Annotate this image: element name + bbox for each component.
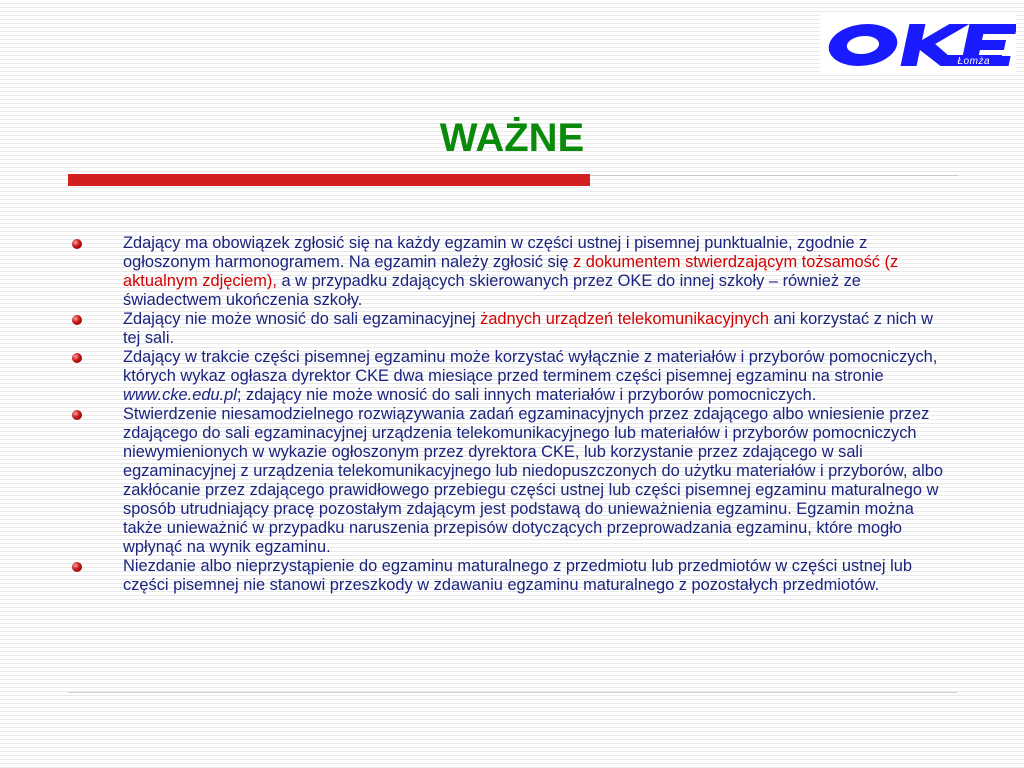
bullet-list: [68, 234, 948, 595]
bullet-dot-icon: [72, 315, 82, 325]
list-item: [68, 234, 948, 310]
list-item-text: Niezdanie albo nieprzystąpienie do egzaminu maturalnego z przedmiotu lub przedmiotów w części ustnej lub części pisemnej nie stanowi przeszkody w zdawaniu egzaminu maturalnego z pozostałych przedmiotów.: [123, 557, 912, 594]
list-item-text: Zdający w trakcie części pisemnej egzaminu może korzystać wyłącznie z materiałów i przyborów pomocniczych, których wykaz ogłasza dyrektor CKE dwa miesiące przed terminem części pisemnej egzaminu na stronie www.cke.edu.pl; zdający nie może wnosić do sali innych materiałów i przyborów pomocniczych.: [123, 348, 938, 404]
bullet-dot-icon: [72, 239, 82, 249]
title-underline-bar: [68, 174, 590, 186]
page-title: WAŻNE: [439, 116, 585, 160]
bullet-dot-icon: [72, 562, 82, 572]
website-link[interactable]: www.cke.edu.pl: [123, 386, 237, 404]
bullet-dot-icon: [72, 410, 82, 420]
logo-subtitle: Łomża: [957, 56, 990, 67]
list-item: [68, 405, 948, 557]
list-item-text: Stwierdzenie niesamodzielnego rozwiązywania zadań egzaminacyjnych przez zdającego albo wniesienie przez zdającego do sali egzaminacyjnej urządzenia telekomunikacyjnego lub materiałów i przyborów pomocniczych niewymienionych w wykazie ogłoszonym przez dyrektora CKE, lub korzystanie przez zdającego w sali egzaminacyjnej z urządzenia telekomunikacyjnego lub niedopuszczonych do użytku materiałów i przyborów, albo zakłócanie przez zdającego prawidłowego przebiegu części ustnej lub części pisemnej egzaminu maturalnego w sposób utrudniający pracę pozostałym zdającym jest podstawą do unieważnienia egzaminu. Egzamin można także unieważnić w przypadku naruszenia przepisów dotyczących przeprowadzania egzaminu, które mogło wpłynąć na wynik egzaminu.: [123, 405, 943, 556]
bullet-dot-icon: [72, 353, 82, 363]
list-item: [68, 557, 948, 595]
highlight-text: z dokumentem stwierdzającym tożsamość (z aktualnym zdjęciem),: [123, 253, 899, 290]
bottom-divider-line: [68, 692, 958, 693]
list-item: [68, 348, 948, 405]
list-item-text: Zdający nie może wnosić do sali egzaminacyjnej żadnych urządzeń telekomunikacyjnych ani korzystać z nich w tej sali.: [123, 310, 933, 347]
list-item: [68, 310, 948, 348]
highlight-text: żadnych urządzeń telekomunikacyjnych: [480, 310, 769, 328]
list-item-text: Zdający ma obowiązek zgłosić się na każdy egzamin w części ustnej i pisemnej punktualnie, zgodnie z ogłoszonym harmonogramem. Na egzamin należy zgłosić się z dokumentem stwierdzającym tożsamość (z aktualnym zdjęciem), a w przypadku zdających skierowanych przez OKE do innej szkoły – również ze świadectwem ukończenia szkoły.: [123, 234, 899, 309]
oke-logo: [820, 12, 1016, 74]
title-divider-line: [590, 175, 958, 176]
